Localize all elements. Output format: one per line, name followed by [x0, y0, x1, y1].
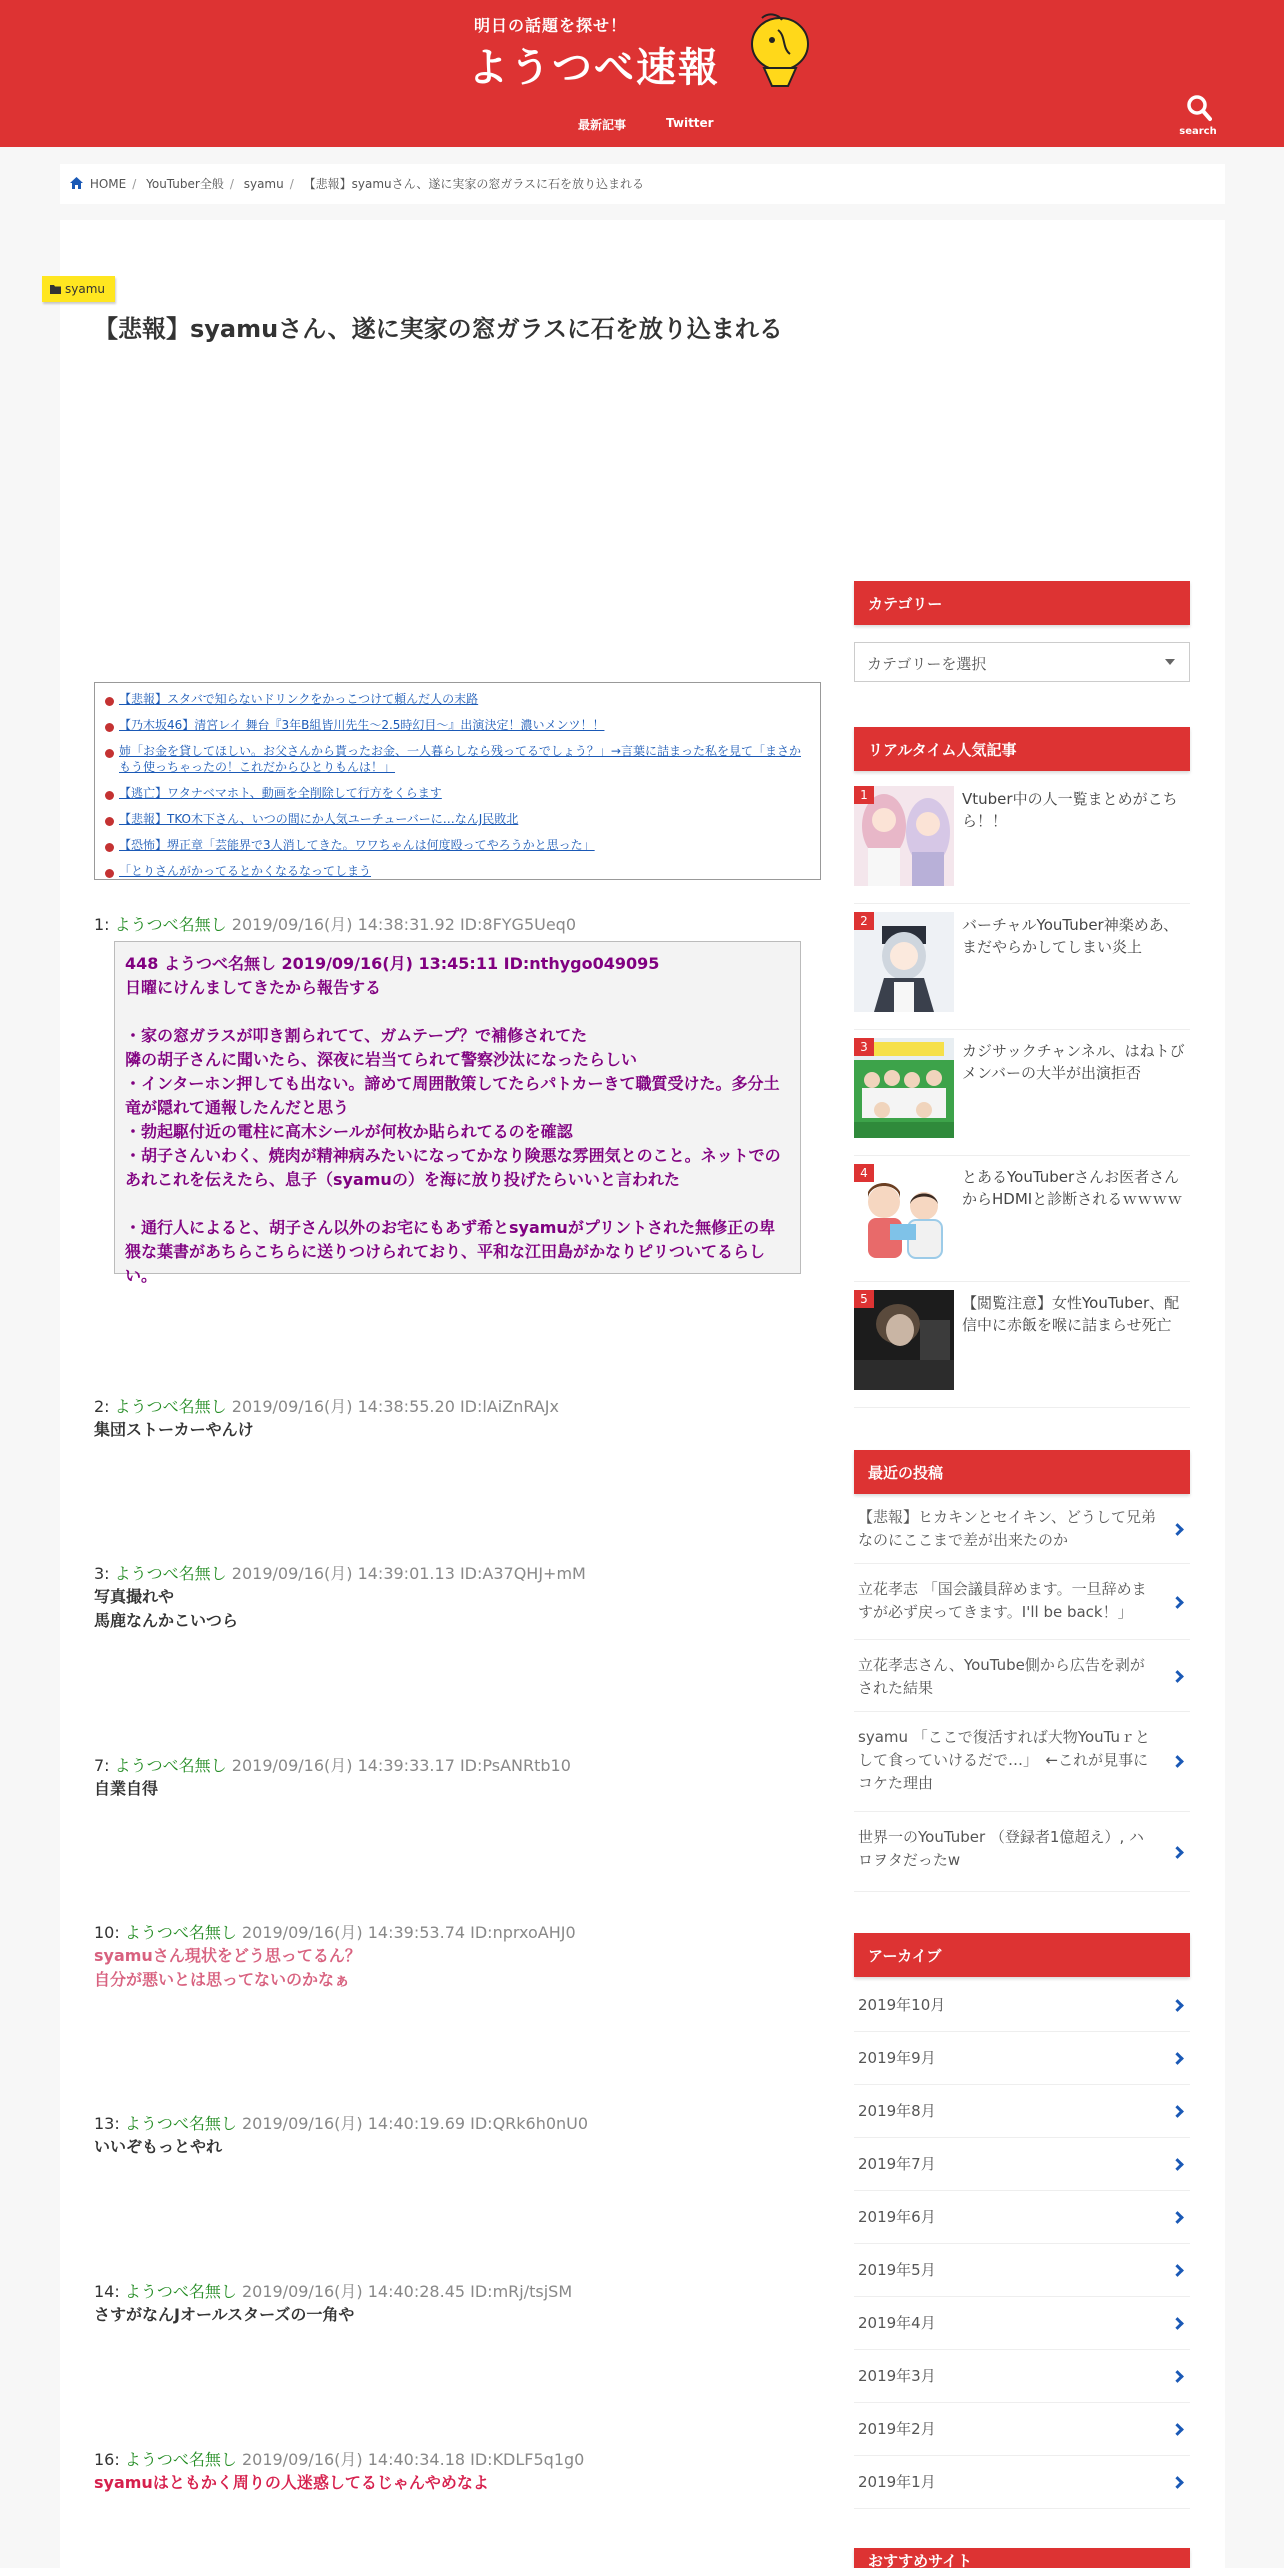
popular-item[interactable] — [854, 904, 1190, 1030]
comment-body: 写真撮れや — [94, 1587, 175, 1606]
quote-line: 日曜にけんましてきたから報告する — [125, 978, 382, 997]
related-link[interactable]: 【悲報】スタバで知らないドリンクをかっこつけて頼んだ人の末路 — [105, 691, 810, 707]
comment-author: ようつべ名無し — [114, 1397, 227, 1416]
recent-post-title: 世界一のYouTuber （登録者1億超え）, ハロヲタだったw — [858, 1828, 1145, 1869]
comment — [94, 1396, 814, 1442]
comment-body: syamuはともかく周りの人迷惑してるじゃんやめなよ — [94, 2473, 489, 2492]
archive-item[interactable] — [854, 2297, 1190, 2350]
archive-label: 2019年5月 — [858, 2261, 936, 2279]
chevron-right-icon — [1171, 2052, 1184, 2065]
comment-number: 2: — [94, 1397, 110, 1416]
sidebar-heading-recommended: おすすめサイト — [854, 2548, 1190, 2568]
popular-rank: 4 — [854, 1164, 874, 1182]
archive-item[interactable] — [854, 2403, 1190, 2456]
quote-line: ・勃起駆付近の電柱に高木シールが何枚か貼られてるのを確認 — [125, 1122, 573, 1141]
comment-number: 3: — [94, 1564, 110, 1583]
popular-item[interactable] — [854, 1030, 1190, 1156]
archive-item[interactable] — [854, 1979, 1190, 2032]
category-badge-label: syamu — [65, 282, 106, 296]
mascot-icon — [742, 10, 816, 90]
popular-title: 【閲覧注意】女性YouTuber、配信中に赤飯を喉に詰まらせ死亡 — [962, 1294, 1180, 1334]
global-nav — [0, 116, 1284, 140]
quoted-post — [114, 941, 801, 1285]
comment-body: 集団ストーカーやんけ — [94, 1420, 254, 1439]
comment-body: syamuさん現状をどう思ってるん？ — [94, 1946, 361, 1965]
comment-number: 7: — [94, 1756, 110, 1775]
comment-number: 13: — [94, 2114, 120, 2133]
comment-header — [94, 914, 814, 936]
comment-body: 馬鹿なんかこいつら — [94, 1611, 239, 1630]
recent-post-title: syamu 「ここで復活すれば大物YouTuｒとして食っていけるだで…」 ←これが見事にコケた理由 — [858, 1728, 1151, 1792]
comment-meta: 2019/09/16(月) 14:38:55.20 ID:lAiZnRAJx — [231, 1397, 559, 1416]
article-title: 【悲報】syamuさん、遂に実家の窓ガラスに石を放り込まれる — [94, 315, 783, 343]
comment — [94, 2113, 814, 2159]
archive-item[interactable] — [854, 2085, 1190, 2138]
chevron-right-icon — [1171, 2211, 1184, 2224]
comment-number: 14: — [94, 2282, 120, 2301]
search-button[interactable] — [1176, 90, 1220, 140]
recent-post-title: 立花孝志 「国会議員辞めます。一旦辞めますが必ず戻ってきます。I'll be back！」 — [858, 1580, 1147, 1621]
quote-line: 隣の胡子さんに聞いたら、深夜に岩当てられて警察沙汰になったらしい — [125, 1050, 638, 1069]
chevron-right-icon — [1171, 2264, 1184, 2277]
popular-item[interactable] — [854, 778, 1190, 904]
quote-header: 448 ようつべ名無し 2019/09/16(月) 13:45:11 ID:nthygo049095 — [125, 954, 660, 973]
category-select[interactable] — [854, 642, 1190, 682]
chevron-right-icon — [1171, 2370, 1184, 2383]
chevron-right-icon — [1171, 1670, 1184, 1683]
archive-label: 2019年6月 — [858, 2208, 936, 2226]
comment-author: ようつべ名無し — [114, 1756, 227, 1775]
chevron-right-icon — [1171, 2158, 1184, 2171]
category-badge[interactable] — [42, 276, 115, 302]
chevron-right-icon — [1171, 1523, 1184, 1536]
breadcrumb-category[interactable]: YouTuber全般 — [146, 177, 224, 191]
comment-author: ようつべ名無し — [124, 1923, 237, 1942]
related-link[interactable]: 「とりさんがかってるとかくなるなってしまう — [105, 863, 810, 879]
quote-line: ・通行人によると、胡子さん以外のお宅にもあず希とsyamuがプリントされた無修正の卑猥な葉書があちらこちらに送りつけられており、平和な江田島がかなりピリついてるらしい。 — [125, 1218, 776, 1285]
chevron-right-icon — [1171, 2317, 1184, 2330]
comment-meta: 2019/09/16(月) 14:39:33.17 ID:PsANRtb10 — [231, 1756, 571, 1775]
popular-title: とあるYouTuberさんお医者さんからHDMIと診断されるｗｗｗｗ — [962, 1168, 1183, 1208]
comment-author: ようつべ名無し — [124, 2114, 237, 2133]
comment-number: 10: — [94, 1923, 120, 1942]
archive-label: 2019年8月 — [858, 2102, 936, 2120]
archive-item[interactable] — [854, 2244, 1190, 2297]
site-header — [0, 0, 1284, 147]
home-icon — [70, 177, 83, 189]
recent-post[interactable] — [854, 1812, 1190, 1892]
chevron-right-icon — [1171, 2105, 1184, 2118]
chevron-right-icon — [1171, 1846, 1184, 1859]
sidebar-heading-recent: 最近の投稿 — [854, 1450, 1190, 1494]
comment-author: ようつべ名無し — [114, 1564, 227, 1583]
comment — [94, 1922, 814, 1992]
comment — [94, 1563, 814, 1633]
popular-rank: 1 — [854, 786, 874, 804]
quote-line: ・胡子さんいわく、焼肉が精神病みたいになってかなり険悪な雰囲気とのこと。ネットでのあれこれを伝えたら、息子（syamuの）を海に放り投げたらいいと言われた — [125, 1146, 781, 1189]
breadcrumb-current: 【悲報】syamuさん、遂に実家の窓ガラスに石を放り込まれる — [303, 177, 644, 191]
popular-rank: 2 — [854, 912, 874, 930]
comment-header — [94, 2281, 814, 2303]
comment-author: ようつべ名無し — [114, 915, 227, 934]
recent-post[interactable] — [854, 1712, 1190, 1812]
folder-icon — [50, 284, 61, 294]
comment-header — [94, 1563, 814, 1585]
archive-label: 2019年10月 — [858, 1996, 946, 2014]
comment-body: 自分が悪いとは思ってないのかなぁ — [94, 1970, 351, 1989]
comment-header — [94, 1922, 814, 1944]
comment-meta: 2019/09/16(月) 14:40:28.45 ID:mRj/tsjSM — [241, 2282, 573, 2301]
comment — [94, 914, 814, 936]
breadcrumb: HOME / YouTuber全般 / syamu / 【悲報】syamuさん、遂に実家の窓ガラスに石を放り込まれる — [60, 164, 1225, 204]
category-select-value: カテゴリーを選択 — [867, 655, 987, 673]
archive-item[interactable] — [854, 2456, 1190, 2509]
related-links-box — [94, 682, 821, 880]
recent-post-title: 【悲報】ヒカキンとセイキン、どうして兄弟なのにここまで差が出来たのか — [858, 1508, 1157, 1549]
comment-meta: 2019/09/16(月) 14:39:53.74 ID:nprxoAHJ0 — [241, 1923, 576, 1942]
archive-item[interactable] — [854, 2032, 1190, 2085]
chevron-right-icon — [1171, 1596, 1184, 1609]
archive-item[interactable] — [854, 2138, 1190, 2191]
sidebar-heading-popular: リアルタイム人気記事 — [854, 727, 1190, 771]
comment-author: ようつべ名無し — [124, 2450, 237, 2469]
popular-item[interactable] — [854, 1282, 1190, 1408]
comment-body: いいぞもっとやれ — [94, 2137, 223, 2156]
related-link[interactable]: 姉「お金を貸してほしい。お父さんから貰ったお金、一人暮らしなら残ってるでしょう？」→言葉に詰まった私を見て「まさかもう使っちゃったの！これだからひとりもんは！」 — [105, 743, 810, 775]
recent-post[interactable] — [854, 1564, 1190, 1640]
popular-rank: 3 — [854, 1038, 874, 1056]
archive-label: 2019年7月 — [858, 2155, 936, 2173]
comment-header — [94, 2449, 814, 2471]
quote-spacer — [125, 1192, 790, 1216]
related-link[interactable]: 【逃亡】ワタナベマホト、動画を全削除して行方をくらます — [105, 785, 810, 801]
comment-author: ようつべ名無し — [124, 2282, 237, 2301]
nav-latest-articles[interactable]: 最新記事 — [578, 118, 627, 132]
chevron-right-icon — [1171, 2476, 1184, 2489]
search-label: search — [1179, 126, 1217, 137]
archive-label: 2019年3月 — [858, 2367, 936, 2385]
popular-title: バーチャルYouTuber神楽めあ、まだやらかしてしまい炎上 — [962, 916, 1179, 956]
comment-meta: 2019/09/16(月) 14:40:34.18 ID:KDLF5q1g0 — [241, 2450, 585, 2469]
popular-rank: 5 — [854, 1290, 874, 1308]
quote-spacer — [125, 1000, 790, 1024]
popular-title: Vtuber中の人一覧まとめがこちら！！ — [962, 790, 1178, 830]
popular-title: カジサックチャンネル、はねトびメンバーの大半が出演拒否 — [962, 1042, 1185, 1082]
chevron-down-icon — [1165, 659, 1175, 665]
chevron-right-icon — [1171, 1999, 1184, 2012]
recent-post[interactable] — [854, 1494, 1190, 1564]
archive-label: 2019年1月 — [858, 2473, 936, 2491]
quote-line: ・インターホン押しても出ない。諦めて周囲散策してたらパトカーきて職質受けた。多分土竜が隠れて通報したんだと思う — [125, 1074, 780, 1117]
sidebar-heading-archive: アーカイブ — [854, 1933, 1190, 1977]
popular-item[interactable] — [854, 1156, 1190, 1282]
archive-label: 2019年2月 — [858, 2420, 936, 2438]
archive-label: 2019年4月 — [858, 2314, 936, 2332]
related-link[interactable]: 【乃木坂46】清宮レイ 舞台『3年B組皆川先生～2.5時幻目～』出演決定！濃いメンツ！！ — [105, 717, 810, 733]
recent-post-title: 立花孝志さん、YouTube側から広告を剥がされた結果 — [858, 1656, 1145, 1697]
comment-number: 1: — [94, 915, 110, 934]
site-tagline: 明日の話題を探せ！ — [474, 16, 628, 35]
quote-line: ・家の窓ガラスが叩き割られてて、ガムテープ？で補修されてた — [125, 1026, 588, 1045]
comment-header — [94, 1755, 814, 1777]
comment-meta: 2019/09/16(月) 14:40:19.69 ID:QRk6h0nU0 — [241, 2114, 589, 2133]
comment-meta: 2019/09/16(月) 14:38:31.92 ID:8FYG5Ueq0 — [231, 915, 577, 934]
comment — [94, 1755, 814, 1801]
breadcrumb-subcategory[interactable]: syamu — [243, 177, 284, 191]
comment-header — [94, 2113, 814, 2135]
comment — [94, 2449, 814, 2495]
breadcrumb-home[interactable]: HOME — [89, 177, 127, 191]
comment — [94, 2281, 814, 2327]
recent-post[interactable] — [854, 1640, 1190, 1712]
comment-body: 自業自得 — [94, 1779, 159, 1798]
search-icon — [1186, 94, 1212, 122]
comment-body: さすがなんJオールスターズの一角や — [94, 2305, 355, 2324]
archive-label: 2019年9月 — [858, 2049, 936, 2067]
comment-meta: 2019/09/16(月) 14:39:01.13 ID:A37QHJ+mM — [231, 1564, 586, 1583]
chevron-right-icon — [1171, 2423, 1184, 2436]
sidebar-heading-category: カテゴリー — [854, 581, 1190, 625]
chevron-right-icon — [1171, 1755, 1184, 1768]
comment-number: 16: — [94, 2450, 120, 2469]
comment-header — [94, 1396, 814, 1418]
related-link[interactable]: 【悲報】TKO木下さん、いつの間にか人気ユーチューバーに…なんJ民敗北 — [105, 811, 810, 827]
archive-item[interactable] — [854, 2350, 1190, 2403]
nav-twitter[interactable]: Twitter — [666, 116, 714, 130]
related-link[interactable]: 【恐怖】堺正章「芸能界で3人消してきた。ワワちゃんは何度殴ってやろうかと思った」 — [105, 837, 810, 853]
archive-item[interactable] — [854, 2191, 1190, 2244]
site-logo[interactable]: ようつべ速報 — [468, 45, 720, 91]
